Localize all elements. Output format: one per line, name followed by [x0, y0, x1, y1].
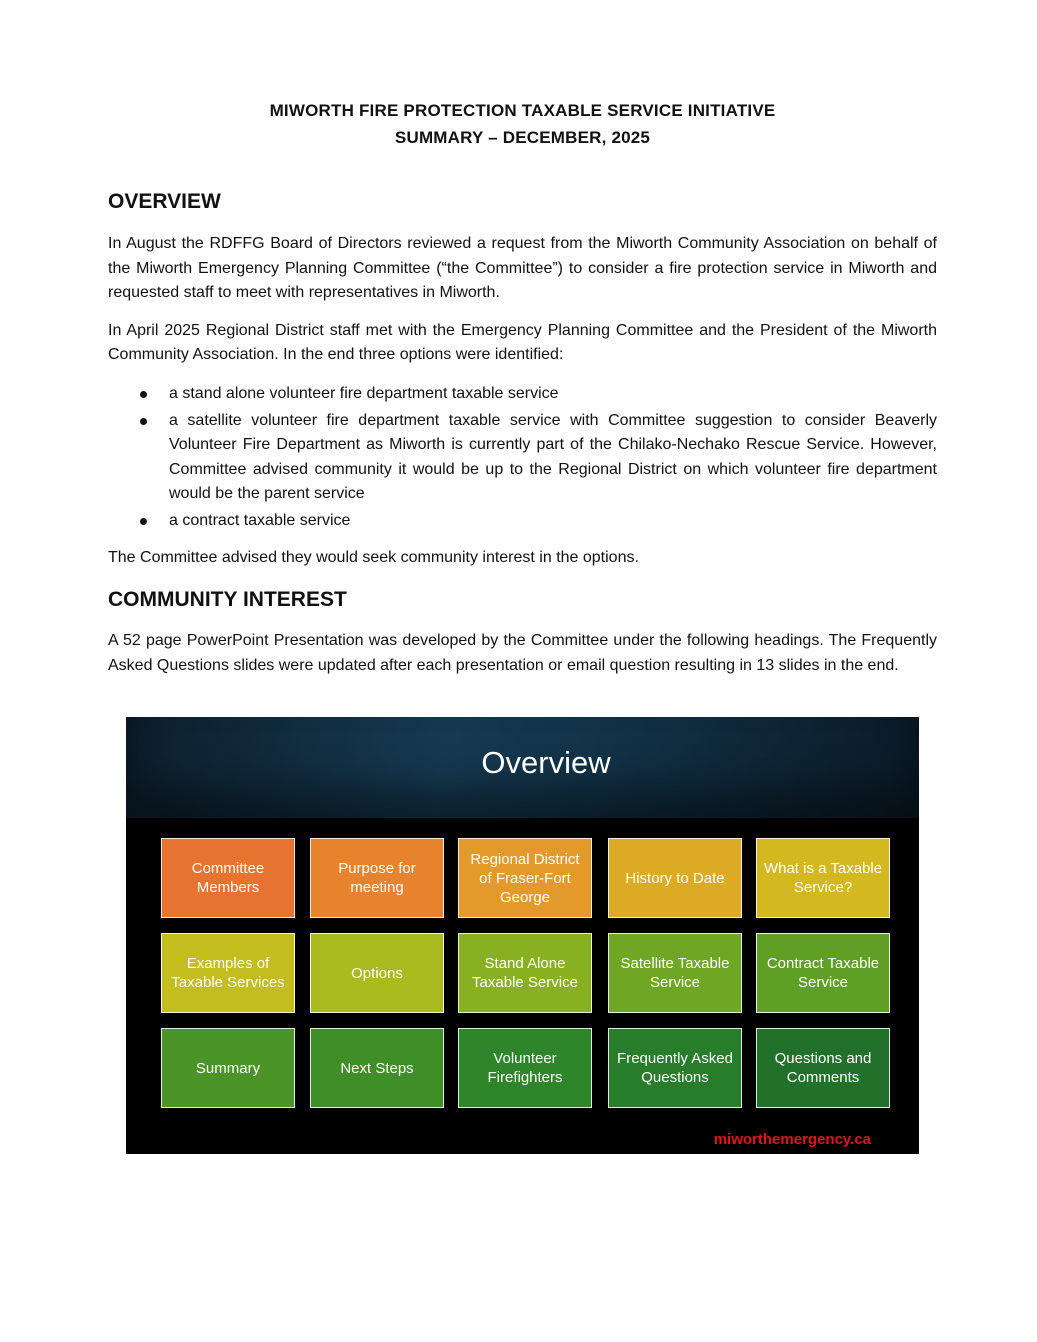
title-line-2: SUMMARY – DECEMBER, 2025 — [394, 128, 651, 147]
document-title — [0, 97, 1037, 151]
slide-tile-label: History to Date — [625, 869, 725, 887]
slide-tile — [310, 933, 444, 1013]
bullet-icon — [140, 518, 147, 525]
overview-paragraph-2: In April 2025 Regional District staff met with the Emergency Planning Committee and the President of the Miworth Community Association. In the end three options were identified: — [108, 321, 937, 364]
overview-section — [108, 232, 937, 570]
overview-heading: OVERVIEW — [108, 190, 221, 213]
slide-tile — [161, 933, 295, 1013]
community-interest-heading: COMMUNITY INTEREST — [108, 588, 347, 611]
slide-tile — [458, 838, 592, 918]
slide-tile-label: Summary — [195, 1059, 261, 1077]
slide-tile-label: Committee Members — [191, 860, 265, 896]
list-item — [108, 509, 937, 534]
options-list — [108, 382, 937, 534]
list-item — [108, 409, 937, 507]
overview-paragraph-1: In August the RDFFG Board of Directors reviewed a request from the Miworth Community Association on behalf of the Miworth Emergency Planning Committee (“the Committee”) to consider a fire protection service in Miworth and requested staff to meet with representatives in Miworth. — [108, 235, 937, 302]
slide-tile-label: Next Steps — [340, 1059, 414, 1077]
slide-tile — [161, 1028, 295, 1108]
slide-tile — [458, 933, 592, 1013]
community-heading-wrap — [108, 587, 937, 613]
bullet-icon — [140, 418, 147, 425]
community-section — [108, 629, 937, 678]
community-paragraph-1: A 52 page PowerPoint Presentation was developed by the Committee under the following headings. The Frequently Asked Questions slides were updated after each presentation or email question resulting in 13 slides in the end. — [108, 632, 937, 674]
slide-tile — [608, 838, 742, 918]
overview-slide-image — [126, 717, 919, 1154]
title-line-1: MIWORTH FIRE PROTECTION TAXABLE SERVICE INITIATIVE — [269, 101, 776, 120]
slide-tile-label: Stand Alone Taxable Service — [472, 955, 578, 991]
slide-tile-label: Purpose for meeting — [338, 860, 416, 896]
slide-tile — [756, 838, 890, 918]
slide-tile-label: Options — [351, 964, 403, 982]
slide-tile — [161, 838, 295, 918]
slide-tile-label: Frequently Asked Questions — [617, 1050, 733, 1086]
slide-tile — [310, 1028, 444, 1108]
slide-tile — [608, 1028, 742, 1108]
list-item-text: a satellite volunteer fire department taxable service with Committee suggestion to consider Beaverly Volunteer Fire Department as Miworth is currently part of the Chilako-Nechako Rescue Service. However, Committee advised community it would be up to the Regional District on which volunteer fire department would be the parent service — [169, 411, 937, 503]
list-item-text: a stand alone volunteer fire department taxable service — [169, 384, 559, 402]
slide-tile-label: Volunteer Firefighters — [487, 1050, 563, 1086]
slide-tile-label: Satellite Taxable Service — [620, 955, 730, 991]
slide-tile-label: Regional District of Fraser-Fort George — [470, 850, 580, 906]
overview-paragraph-3: The Committee advised they would seek community interest in the options. — [108, 548, 639, 566]
slide-tile-label: Examples of Taxable Services — [171, 955, 285, 991]
bullet-icon — [140, 391, 147, 398]
slide-tile — [608, 933, 742, 1013]
list-item-text: a contract taxable service — [169, 511, 351, 529]
overview-heading-wrap — [108, 189, 937, 215]
slide-tile — [310, 838, 444, 918]
slide-tile-label: Questions and Comments — [774, 1050, 872, 1086]
slide-tile-label: What is a Taxable Service? — [763, 860, 883, 896]
slide-tile — [458, 1028, 592, 1108]
slide-tile — [756, 933, 890, 1013]
slide-website-url: miworthemergency.ca — [713, 1131, 871, 1148]
slide-title: Overview — [481, 745, 611, 780]
list-item — [108, 382, 937, 407]
slide-tile-label: Contract Taxable Service — [766, 955, 880, 991]
slide-tile — [756, 1028, 890, 1108]
